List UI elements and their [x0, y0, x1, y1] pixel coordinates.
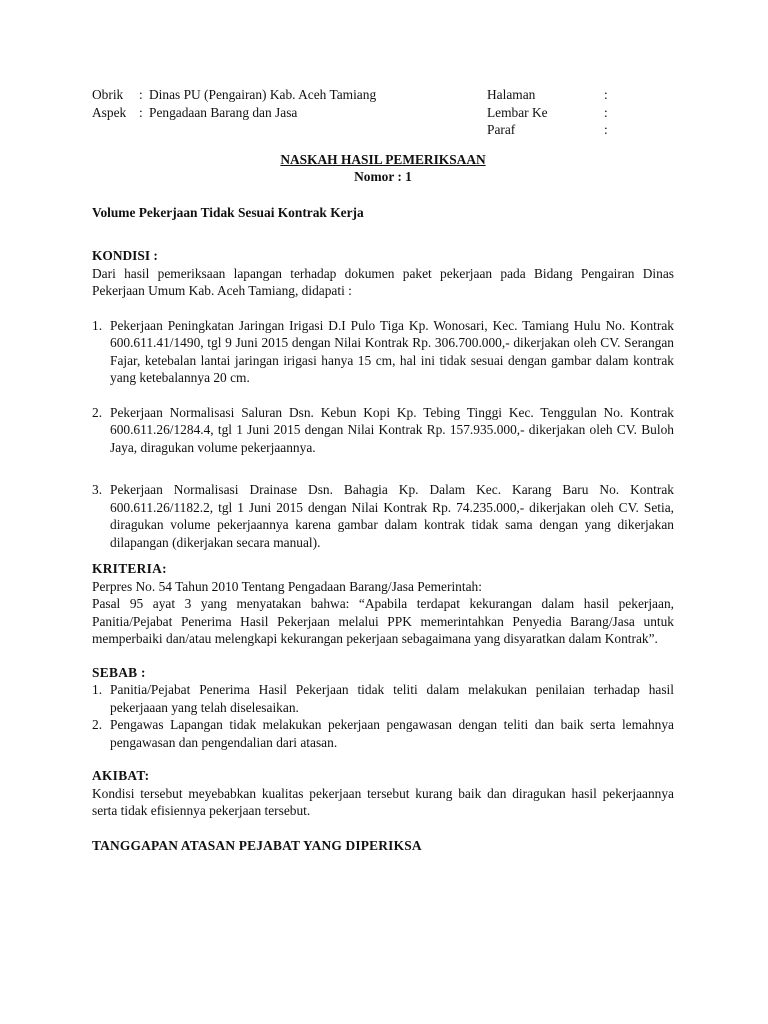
document-title: NASKAH HASIL PEMERIKSAAN: [280, 152, 486, 167]
kondisi-item-number: 1.: [92, 317, 103, 333]
aspek-value: Pengadaan Barang dan Jasa: [149, 104, 298, 120]
paraf-row: [487, 121, 677, 139]
header-left: [92, 86, 472, 121]
aspek-separator: :: [139, 104, 143, 120]
aspek-row: [92, 104, 472, 122]
obrik-label: Obrik: [92, 87, 124, 102]
lembar-row: [487, 104, 677, 122]
tanggapan-heading: TANGGAPAN ATASAN PEJABAT YANG DIPERIKSA: [92, 837, 422, 853]
kondisi-item-number: 2.: [92, 404, 103, 420]
halaman-separator: :: [604, 87, 608, 102]
kondisi-item-1: [92, 317, 674, 387]
obrik-value: Dinas PU (Pengairan) Kab. Aceh Tamiang: [149, 87, 377, 102]
paraf-label: Paraf: [487, 122, 516, 137]
paraf-separator: :: [604, 122, 608, 137]
halaman-label: Halaman: [487, 87, 536, 102]
sebab-item-2: [92, 716, 674, 751]
lembar-separator: :: [604, 104, 608, 120]
akibat-text: Kondisi tersebut meyebabkan kualitas pekerjaan tersebut kurang baik dan diragukan hasil pekerjaannya serta tidak efisiennya pekerjaan tersebut.: [92, 785, 674, 818]
kriteria-heading: KRITERIA:: [92, 561, 167, 576]
kriteria-article: Pasal 95 ayat 3 yang menyatakan bahwa: “Apabila terdapat kekurangan dalam hasil pekerjaan, Panitia/Pejabat Penerima Hasil Pekerjaan melalui PPK memerintahkan Penyedia Barang/Jasa untuk memperbaiki dan/atau melengkapi kekurangan pekerjaan sebagaimana yang disyaratkan dalam Kontrak”.: [92, 596, 674, 646]
kondisi-item-text: Pekerjaan Normalisasi Drainase Dsn. Bahagia Kp. Dalam Kec. Karang Baru No. Kontrak 600.611.26/1182.2, tgl 1 Juni 2015 dengan Nilai Kontrak Rp. 74.235.000,- dikerjakan oleh CV. Setia, diragukan volume pekerjaannya karena gambar dalam kontrak tidak sama dengan yang dikerjakan dilapangan (dikerjakan secara manual).: [110, 482, 674, 550]
kondisi-item-text: Pekerjaan Peningkatan Jaringan Irigasi D.I Pulo Tiga Kp. Wonosari, Kec. Tamiang Hulu No. Kontrak 600.611.41/1490, tgl 9 Juni 2015 dengan Nilai Kontrak Rp. 306.700.000,- dikerjakan oleh CV. Serangan Fajar, ketebalan lantai jaringan irigasi hanya 15 cm, hal ini tidak sesuai dengan gambar dalam kontrak yang ketebalannya 20 cm.: [110, 317, 674, 385]
sebab-item-number: 1.: [92, 682, 103, 697]
kriteria-regulation: Perpres No. 54 Tahun 2010 Tentang Pengadaan Barang/Jasa Pemerintah:: [92, 578, 482, 594]
sebab-item-text: Panitia/Pejabat Penerima Hasil Pekerjaan tidak teliti dalam melakukan penilaian terhadap hasil pekerjaaan yang telah diselesaikan.: [110, 682, 674, 715]
header-right: [487, 86, 677, 139]
halaman-row: [487, 86, 677, 104]
akibat-heading: AKIBAT:: [92, 768, 150, 783]
kondisi-item-3: [92, 481, 674, 551]
kondisi-item-2: [92, 404, 674, 457]
document-page: [92, 86, 674, 854]
obrik-separator: :: [139, 87, 143, 102]
aspek-label: Aspek: [92, 104, 127, 120]
obrik-row: [92, 86, 472, 104]
document-subject: Volume Pekerjaan Tidak Sesuai Kontrak Kerja: [92, 205, 364, 220]
kondisi-item-number: 3.: [92, 482, 103, 497]
sebab-heading: SEBAB :: [92, 664, 146, 680]
kondisi-item-text: Pekerjaan Normalisasi Saluran Dsn. Kebun Kopi Kp. Tebing Tinggi Kec. Tenggulan No. Kontrak 600.611.26/1284.4, tgl 1 Juni 2015 dengan Nilai Kontrak Rp. 157.935.000,- dikerjakan oleh CV. Buloh Jaya, diragukan volume pekerjaannya.: [110, 404, 674, 455]
kondisi-list: [92, 317, 674, 552]
lembar-label: Lembar Ke: [487, 104, 548, 120]
document-header: [92, 86, 674, 138]
document-number: Nomor : 1: [354, 169, 412, 184]
sebab-item-1: [92, 681, 674, 716]
kondisi-heading: KONDISI :: [92, 248, 158, 263]
kondisi-intro: Dari hasil pemeriksaan lapangan terhadap dokumen paket pekerjaan pada Bidang Pengairan Dinas Pekerjaan Umum Kab. Aceh Tamiang, didapati :: [92, 265, 674, 298]
sebab-item-text: Pengawas Lapangan tidak melakukan pekerjaan pengawasan dengan teliti dan baik serta lemahnya pengawasan dan pengendalian dari atasan.: [110, 717, 674, 750]
sebab-item-number: 2.: [92, 717, 103, 732]
title-block: [92, 151, 674, 185]
sebab-list: [92, 681, 674, 751]
